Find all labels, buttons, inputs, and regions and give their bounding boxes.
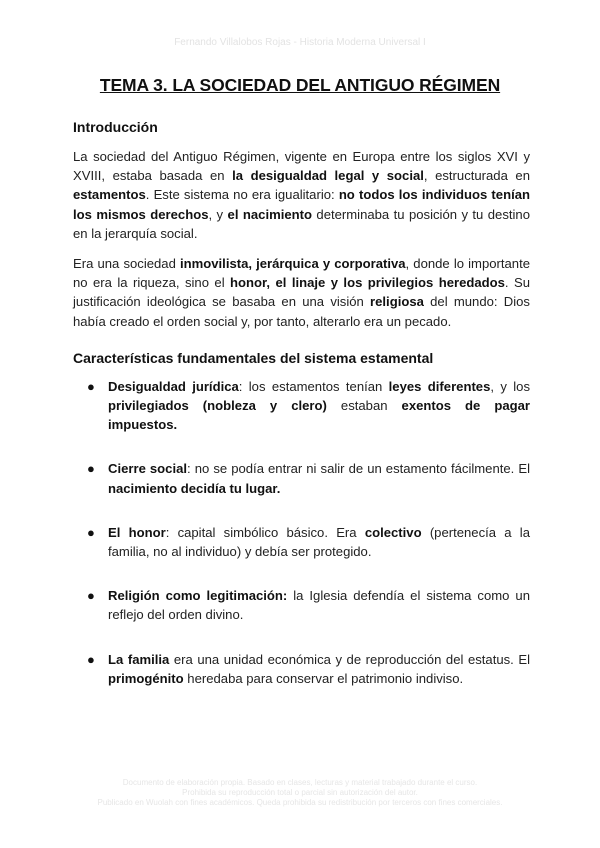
bold-run: La familia	[108, 651, 170, 667]
bold-run: El honor	[108, 524, 166, 540]
text-run: era una unidad económica y de reproducción del estatus. El	[169, 651, 530, 667]
text-run: . Este sistema no era igualitario:	[145, 187, 339, 203]
list-item	[73, 586, 530, 624]
characteristics-heading: Características fundamentales del sistema estamental	[73, 349, 434, 366]
page-header: Fernando Villalobos Rojas - Historia Moderna Universal I	[174, 37, 426, 48]
list-item	[73, 377, 530, 435]
page-title: TEMA 3. LA SOCIEDAD DEL ANTIGUO RÉGIMEN	[99, 75, 501, 95]
text-run: : los estamentos tenían	[238, 378, 389, 394]
page-footer	[0, 778, 600, 808]
bold-run: Religión como legitimación:	[108, 588, 288, 604]
bold-run: estamentos	[73, 187, 146, 203]
text-run: La sociedad del Antiguo Régimen, vigente en Europa entre los siglos XVI y XVIII, estaba basada en	[73, 149, 530, 184]
footer-line: Documento de elaboración propia. Basado en clases, lecturas y material trabajado durante el curso.	[122, 778, 478, 787]
bold-run: privilegiados (nobleza y clero)	[108, 398, 327, 414]
text-run: : capital simbólico básico. Era	[165, 524, 365, 540]
bold-run: primogénito	[108, 670, 184, 686]
bold-run: la desigualdad legal y social	[232, 168, 424, 184]
text-run: heredaba para conservar el patrimonio indiviso.	[183, 670, 464, 686]
bullet-icon: ●	[87, 588, 95, 604]
bold-run: leyes diferentes	[388, 378, 491, 394]
intro-heading: Introducción	[73, 119, 158, 135]
bold-run: Cierre social	[108, 461, 188, 477]
list-item	[73, 650, 530, 688]
text-run: Era una sociedad	[73, 256, 180, 272]
footer-line: Publicado en Wuolah con fines académicos. Queda prohibida su redistribución por terceros con fines comerciales.	[97, 798, 503, 807]
bold-run: inmovilista, jerárquica y corporativa	[179, 256, 406, 272]
text-run: la Iglesia defendía el sistema como un reflejo del orden divino.	[108, 588, 530, 623]
bullet-icon: ●	[87, 461, 95, 477]
intro-paragraph-2	[73, 254, 530, 331]
bold-run: colectivo	[364, 524, 422, 540]
intro-paragraph-1	[73, 147, 530, 243]
characteristics-list	[73, 377, 530, 688]
footer-line: Prohibida su reproducción total o parcial sin autorización del autor.	[182, 788, 418, 797]
text-run: : no se podía entrar ni salir de un estamento fácilmente. El	[187, 461, 531, 477]
text-run: (pertenecía a la familia, no al individuo) y debía ser protegido.	[108, 524, 530, 560]
bold-run: exentos de pagar impuestos.	[108, 398, 530, 433]
bullet-icon: ●	[87, 651, 95, 667]
bullet-icon: ●	[87, 524, 95, 540]
text-run: , y	[208, 206, 228, 222]
text-run: determinaba tu posición y tu destino en la jerarquía social.	[73, 206, 530, 241]
text-run: del mundo: Dios había creado el orden social y, por tanto, alterarlo era un pecado.	[73, 294, 530, 329]
bold-run: no todos los individuos tenían los mismos derechos	[73, 187, 530, 222]
bold-run: nacimiento decidía tu lugar.	[108, 480, 281, 496]
text-run: estaban	[326, 398, 402, 414]
bold-run: religiosa	[370, 294, 424, 310]
bold-run: Desigualdad jurídica	[108, 378, 239, 394]
document-body	[73, 119, 530, 713]
bullet-icon: ●	[87, 378, 95, 394]
text-run: . Su justificación ideológica se basaba en una visión	[73, 275, 531, 310]
bold-run: honor, el linaje y los privilegios heredados	[230, 275, 505, 291]
bold-run: el nacimiento	[227, 206, 312, 222]
text-run: , estructurada en	[423, 168, 530, 184]
text-run: , donde lo importante no era la riqueza, sino el	[73, 256, 530, 291]
list-item	[73, 459, 530, 497]
list-item	[73, 523, 530, 561]
text-run: , y los	[490, 378, 531, 394]
